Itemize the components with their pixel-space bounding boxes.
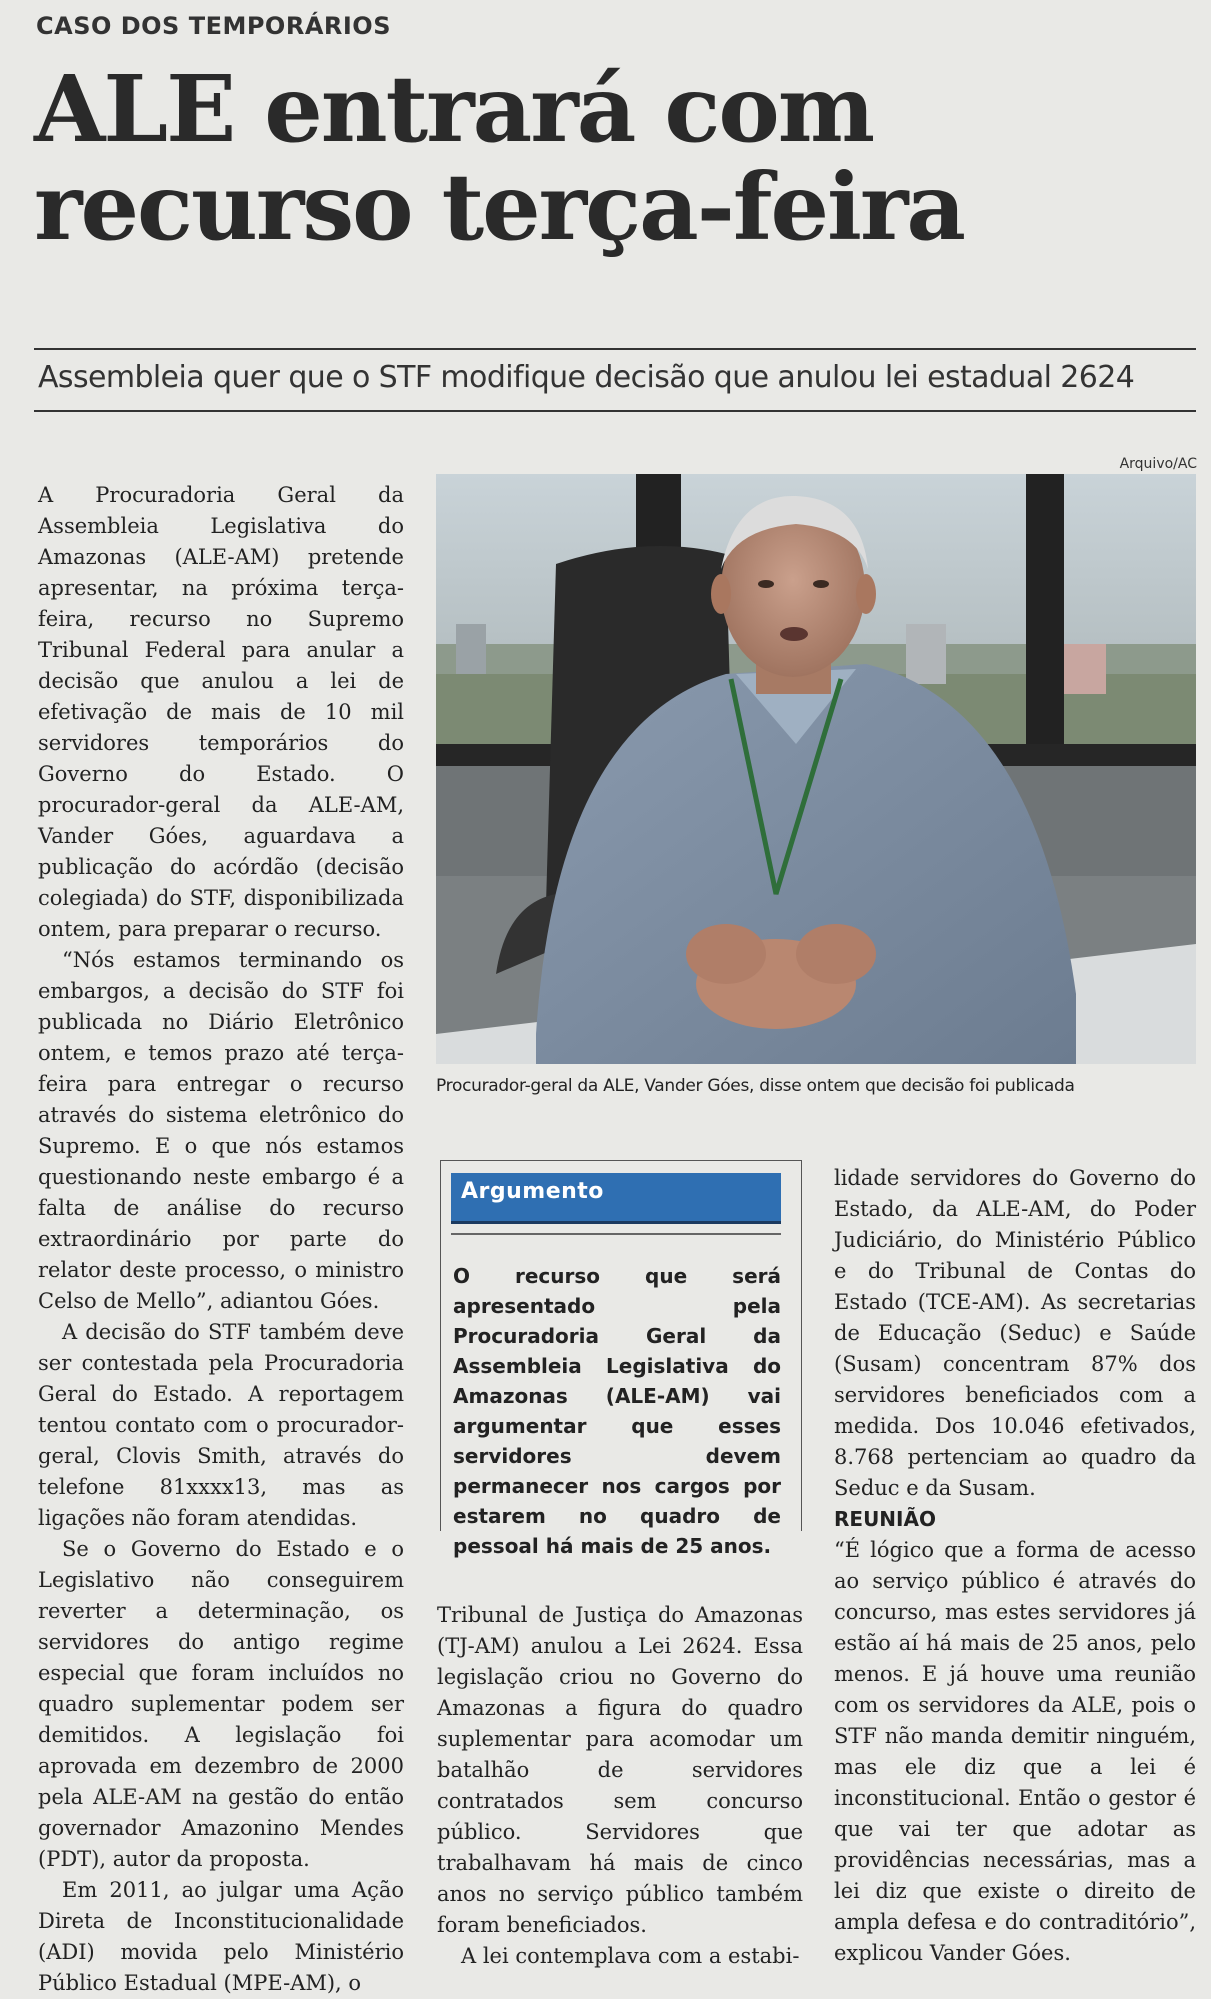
subhead-bottom-rule	[34, 410, 1196, 412]
photo-credit: Arquivo/AC	[1119, 456, 1197, 472]
argument-title-bar	[451, 1173, 781, 1224]
argument-box	[440, 1160, 802, 1558]
article-column-1	[38, 480, 404, 1999]
paragraph: A decisão do STF também deve ser contestada pela Procuradoria Geral do Estado. A reportagem tentou contato com o procurador-geral, Clovis Smith, através do telefone 81xxxx13, mas as ligações não foram atendidas.	[38, 1320, 404, 1530]
paragraph: “Nós estamos terminando os embargos, a decisão do STF foi publicada no Diário Eletrônico ontem, e temos prazo até terça-feira para entregar o recurso através do sistema eletrônico do Supremo. E o que nós estamos questionando neste embargo é a falta de análise do recurso extraordinário por parte do relator deste processo, o ministro Celso de Mello”, adiantou Góes.	[38, 948, 404, 1313]
subhead: Assembleia quer que o STF modifique decisão que anulou lei estadual 2624	[38, 360, 1135, 395]
paragraph: Tribunal de Justiça do Amazonas (TJ-AM) anulou a Lei 2624. Essa legislação criou no Governo do Amazonas a figura do quadro suplementar para acomodar um batalhão de servidores contratados sem concurso público. Servidores que trabalhavam há mais de cinco anos no serviço público também foram beneficiados.	[437, 1603, 803, 1937]
paragraph: lidade servidores do Governo do Estado, da ALE-AM, do Poder Judiciário, do Ministério Público e do Tribunal de Contas do Estado (TCE-AM). As secretarias de Educação (Seduc) e Saúde (Susam) concentram 87% dos servidores beneficiados com a medida. Dos 10.046 efetivados, 8.768 pertenciam ao quadro da Seduc e da Susam.	[834, 1166, 1196, 1500]
divider	[451, 1233, 781, 1235]
article-photo	[436, 474, 1196, 1064]
subhead-top-rule	[34, 348, 1196, 350]
photo-illustration	[436, 474, 1196, 1064]
argument-title: Argumento	[461, 1179, 604, 1204]
article-column-3	[834, 1163, 1196, 1969]
paragraph: A lei contemplava com a estabi-	[461, 1944, 800, 1968]
section-heading: REUNIÃO	[834, 1507, 936, 1531]
argument-body: O recurso que será apresentado pela Procuradoria Geral da Assembleia Legislativa do Amazonas (ALE-AM) vai argumentar que esses servidores devem permanecer nos cargos por estarem no quadro de pessoal há mais de 25 anos.	[453, 1264, 781, 1558]
paragraph: “É lógico que a forma de acesso ao serviço público é através do concurso, mas estes servidores já estão aí há mais de 25 anos, pelo menos. E já houve uma reunião com os servidores da ALE, pois o STF não manda demitir ninguém, mas ele diz que a lei é inconstitucional. Então o gestor é que vai ter que adotar as providências necessárias, mas a lei diz que existe o direito de ampla defesa e do contraditório”, explicou Vander Góes.	[834, 1538, 1196, 1965]
paragraph: A Procuradoria Geral da Assembleia Legislativa do Amazonas (ALE-AM) pretende apresentar, na próxima terça-feira, recurso no Supremo Tribunal Federal para anular a decisão que anulou a lei de efetivação de mais de 10 mil servidores temporários do Governo do Estado. O procurador-geral da ALE-AM, Vander Góes, aguardava a publicação do acórdão (decisão colegiada) do STF, disponibilizada ontem, para preparar o recurso.	[38, 483, 404, 941]
headline: ALE entrará com recurso terça-feira	[34, 55, 965, 261]
paragraph: Se o Governo do Estado e o Legislativo não conseguirem reverter a determinação, os servidores do antigo regime especial que foram incluídos no quadro suplementar podem ser demitidos. A legislação foi aprovada em dezembro de 2000 pela ALE-AM na gestão do então governador Amazonino Mendes (PDT), autor da proposta.	[38, 1537, 404, 1871]
kicker: CASO DOS TEMPORÁRIOS	[36, 12, 391, 40]
photo-caption: Procurador-geral da ALE, Vander Góes, disse ontem que decisão foi publicada	[436, 1076, 1075, 1096]
paragraph: Em 2011, ao julgar uma Ação Direta de Inconstitucionalidade (ADI) movida pelo Ministério Público Estadual (MPE-AM), o	[38, 1878, 404, 1995]
article-column-2	[437, 1600, 803, 1972]
